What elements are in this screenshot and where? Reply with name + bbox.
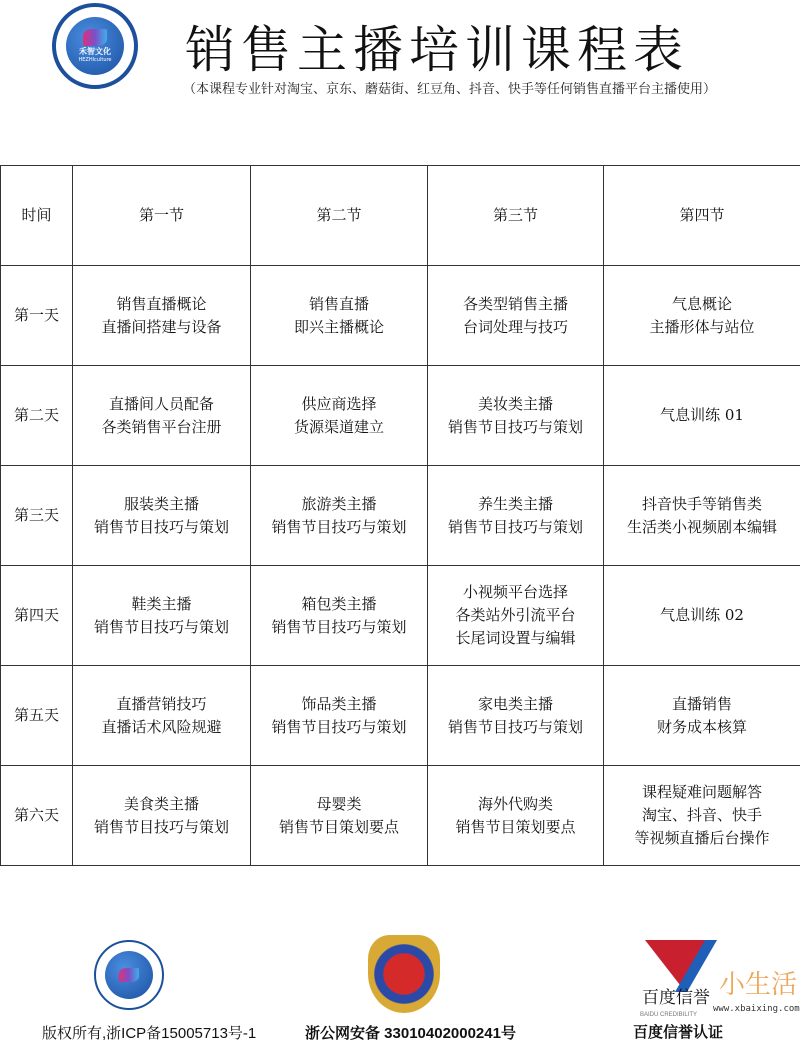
session-topic: 货源渠道建立 [293, 417, 384, 436]
session-topic: 长尾词设置与编辑 [455, 629, 576, 647]
column-header: 第四节 [604, 166, 800, 266]
session-topic: 直播间人员配备 [108, 394, 214, 413]
day-cell: 第二天 [1, 366, 73, 466]
page-subtitle: （本课程专业针对淘宝、京东、蘑菇街、红豆角、抖音、快手等任何销售直播平台主播使用） [183, 82, 717, 97]
session-cell [428, 566, 604, 666]
session-cell [604, 566, 800, 666]
session-topic: 抖音快手等销售类 [641, 494, 762, 513]
logo-mark-icon [119, 968, 138, 982]
column-header: 第三节 [428, 166, 604, 266]
watermark: 小生活 [719, 970, 798, 1000]
session-cell [251, 266, 428, 366]
session-topic: 直播间搭建与设备 [101, 317, 222, 336]
session-topic: 旅游类主播 [301, 494, 377, 513]
logo-mark-icon [83, 29, 106, 46]
session-topic: 等视频直播后台操作 [634, 829, 770, 847]
session-cell [73, 266, 251, 366]
session-cell [428, 766, 604, 866]
session-topic: 销售直播 [308, 294, 369, 313]
footer-company-logo [94, 940, 164, 1010]
session-topic: 美妆类主播 [477, 394, 553, 413]
session-topic: 淘宝、抖音、快手 [641, 806, 762, 824]
session-cell [251, 766, 428, 866]
table-row [1, 466, 800, 566]
session-topic: 直播营销技巧 [116, 694, 207, 713]
session-topic: 鞋类主播 [131, 594, 192, 613]
police-record-link[interactable]: 浙公网安备 33010402000241号 [305, 1025, 516, 1042]
session-cell [73, 466, 251, 566]
session-topic: 直播销售 [671, 694, 732, 713]
session-topic: 家电类主播 [477, 694, 553, 713]
session-topic: 销售节目技巧与策划 [447, 417, 583, 436]
session-topic: 饰品类主播 [301, 694, 377, 713]
day-cell: 第一天 [1, 266, 73, 366]
baidu-credibility-link[interactable]: 百度信誉认证 [633, 1024, 724, 1041]
copyright-text: 版权所有,浙ICP备15005713号-1 [42, 1025, 257, 1042]
session-topic: 各类站外引流平台 [455, 606, 576, 624]
session-topic: 养生类主播 [477, 494, 553, 513]
header-row [1, 166, 800, 266]
session-topic: 销售节目策划要点 [455, 817, 576, 836]
session-cell [428, 466, 604, 566]
session-topic: 各类销售平台注册 [101, 417, 222, 436]
session-cell [251, 466, 428, 566]
session-cell [251, 566, 428, 666]
column-header: 时间 [1, 166, 73, 266]
session-topic: 课程疑难问题解答 [641, 783, 762, 801]
session-cell [73, 366, 251, 466]
session-cell [604, 366, 800, 466]
course-schedule-table [0, 165, 800, 866]
day-cell: 第三天 [1, 466, 73, 566]
session-cell [428, 366, 604, 466]
session-cell [251, 366, 428, 466]
session-topic: 海外代购类 [477, 794, 553, 813]
session-cell [251, 666, 428, 766]
session-topic: 台词处理与技巧 [462, 317, 568, 336]
table-row [1, 266, 800, 366]
session-topic: 直播话术风险规避 [101, 717, 222, 736]
session-topic: 箱包类主播 [301, 594, 377, 613]
session-topic: 供应商选择 [301, 394, 377, 413]
session-topic: 气息概论 [671, 294, 732, 313]
day-cell: 第四天 [1, 566, 73, 666]
baidu-logo-en: BAIDU CREDIBILITY [640, 1012, 698, 1018]
baidu-logo-text: 百度信誉 [642, 988, 710, 1007]
session-topic: 生活类小视频剧本编辑 [626, 517, 777, 536]
session-topic: 美食类主播 [123, 794, 199, 813]
day-cell: 第五天 [1, 666, 73, 766]
session-topic: 销售节目技巧与策划 [447, 717, 583, 736]
page-title: 销售主播培训课程表 [185, 21, 689, 79]
session-topic: 各类型销售主播 [462, 294, 568, 313]
logo-en: HEZHIculture [78, 57, 112, 64]
session-topic: 财务成本核算 [656, 717, 747, 736]
table-row [1, 366, 800, 466]
session-topic: 气息训练 02 [660, 606, 744, 624]
session-topic: 气息训练 01 [660, 406, 744, 424]
session-cell [428, 266, 604, 366]
session-cell [604, 466, 800, 566]
column-header: 第一节 [73, 166, 251, 266]
session-topic: 母婴类 [316, 794, 362, 813]
session-cell [604, 666, 800, 766]
session-topic: 销售节目策划要点 [278, 817, 399, 836]
session-cell [73, 566, 251, 666]
session-topic: 销售节目技巧与策划 [271, 717, 407, 736]
logo-name: 禾智文化 [79, 47, 111, 57]
session-topic: 销售直播概论 [116, 294, 207, 313]
session-cell [73, 766, 251, 866]
session-cell [428, 666, 604, 766]
table-row [1, 766, 800, 866]
column-header: 第二节 [251, 166, 428, 266]
table-row [1, 566, 800, 666]
session-topic: 销售节目技巧与策划 [93, 517, 229, 536]
company-logo [52, 3, 138, 89]
session-cell [73, 666, 251, 766]
session-topic: 销售节目技巧与策划 [271, 617, 407, 636]
session-topic: 服装类主播 [123, 494, 199, 513]
day-cell: 第六天 [1, 766, 73, 866]
session-topic: 主播形体与站位 [649, 317, 755, 336]
session-topic: 销售节目技巧与策划 [271, 517, 407, 536]
session-topic: 小视频平台选择 [462, 583, 568, 601]
session-topic: 即兴主播概论 [293, 317, 384, 336]
table-row [1, 666, 800, 766]
session-topic: 销售节目技巧与策划 [93, 617, 229, 636]
session-topic: 销售节目技巧与策划 [93, 817, 229, 836]
session-topic: 销售节目技巧与策划 [447, 517, 583, 536]
watermark-url: www.xbaixing.com [713, 1004, 800, 1014]
session-cell [604, 766, 800, 866]
police-emblem-icon [368, 935, 440, 1013]
session-cell [604, 266, 800, 366]
